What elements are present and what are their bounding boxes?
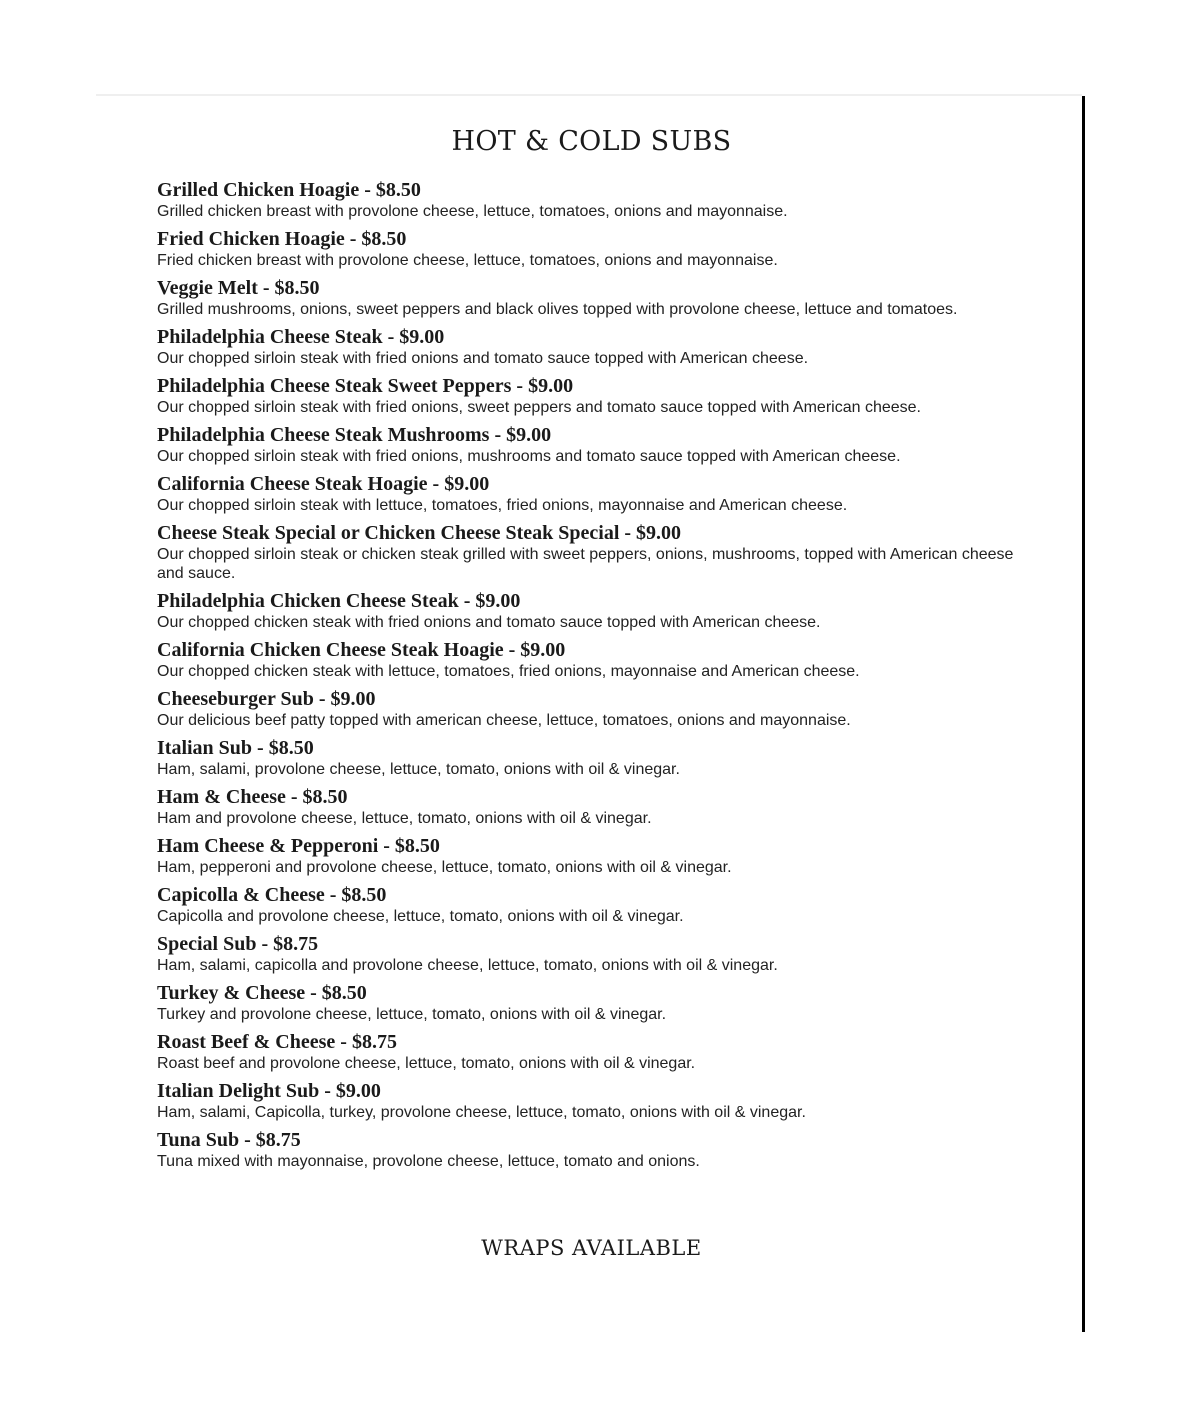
menu-item: [157, 325, 1037, 368]
menu-item: [157, 472, 1037, 515]
menu-item-name: Turkey & Cheese - $8.50: [157, 982, 367, 1004]
menu-item: [157, 423, 1037, 466]
menu-item-name: Roast Beef & Cheese - $8.75: [157, 1031, 397, 1053]
menu-item: [157, 178, 1037, 221]
menu-item-name: Fried Chicken Hoagie - $8.50: [157, 228, 407, 250]
menu-item-name: Ham Cheese & Pepperoni - $8.50: [157, 835, 440, 857]
menu-item-name: Italian Sub - $8.50: [157, 737, 314, 759]
menu-item-description: Roast beef and provolone cheese, lettuce, tomato, onions with oil & vinegar.: [157, 1055, 696, 1072]
menu-item-name: Capicolla & Cheese - $8.50: [157, 884, 387, 906]
menu-item: [157, 638, 1037, 681]
menu-item-name: Ham & Cheese - $8.50: [157, 786, 348, 808]
menu-item-name: Philadelphia Chicken Cheese Steak - $9.00: [157, 590, 521, 612]
menu-item-description: Tuna mixed with mayonnaise, provolone cheese, lettuce, tomato and onions.: [157, 1153, 700, 1170]
menu-item-description: Ham, salami, capicolla and provolone cheese, lettuce, tomato, onions with oil & vinegar.: [157, 957, 778, 974]
menu-item-description: Our chopped sirloin steak with fried onions, sweet peppers and tomato sauce topped with American cheese.: [157, 399, 921, 416]
menu-item-name: California Chicken Cheese Steak Hoagie - $9.00: [157, 639, 566, 661]
menu-item-name: Philadelphia Cheese Steak - $9.00: [157, 326, 445, 348]
menu-item: [157, 1079, 1037, 1122]
menu-item: [157, 736, 1037, 779]
page-edge-top: [96, 94, 1082, 96]
menu-item-description: Fried chicken breast with provolone cheese, lettuce, tomatoes, onions and mayonnaise.: [157, 252, 778, 269]
menu-item: [157, 521, 1037, 583]
menu-item-description: Turkey and provolone cheese, lettuce, tomato, onions with oil & vinegar.: [157, 1006, 667, 1023]
page-title: HOT & COLD SUBS: [451, 126, 732, 157]
menu-item-name: Cheeseburger Sub - $9.00: [157, 688, 376, 710]
menu-item: [157, 785, 1037, 828]
menu-item: [157, 834, 1037, 877]
menu-item-name: Italian Delight Sub - $9.00: [157, 1080, 381, 1102]
menu-item-name: Cheese Steak Special or Chicken Cheese Steak Special - $9.00: [157, 522, 682, 544]
menu-item-description: Ham, pepperoni and provolone cheese, lettuce, tomato, onions with oil & vinegar.: [157, 859, 732, 876]
menu-item-name: Grilled Chicken Hoagie - $8.50: [157, 179, 421, 201]
menu-item: [157, 276, 1037, 319]
wraps-available-note: WRAPS AVAILABLE: [481, 1236, 702, 1260]
menu-item-description: Grilled chicken breast with provolone cheese, lettuce, tomatoes, onions and mayonnaise.: [157, 203, 788, 220]
menu-item: [157, 1128, 1037, 1171]
menu-item-description: Capicolla and provolone cheese, lettuce, tomato, onions with oil & vinegar.: [157, 908, 684, 925]
menu-item-name: Tuna Sub - $8.75: [157, 1129, 301, 1151]
menu-item-name: Veggie Melt - $8.50: [157, 277, 320, 299]
menu-item-description: Our chopped sirloin steak with fried onions, mushrooms and tomato sauce topped with American cheese.: [157, 448, 901, 465]
menu-item: [157, 687, 1037, 730]
menu-item-description: Ham, salami, provolone cheese, lettuce, tomato, onions with oil & vinegar.: [157, 761, 680, 778]
menu-item-description: Our chopped chicken steak with lettuce, tomatoes, fried onions, mayonnaise and American cheese.: [157, 663, 860, 680]
menu-item-description: Our chopped chicken steak with fried onions and tomato sauce topped with American cheese.: [157, 614, 821, 631]
menu-item-description: Our chopped sirloin steak or chicken steak grilled with sweet peppers, onions, mushrooms, topped with American cheese and sauce.: [157, 546, 1014, 582]
menu-item-name: Special Sub - $8.75: [157, 933, 319, 955]
page-edge-right: [1082, 96, 1085, 1332]
menu-item-description: Ham, salami, Capicolla, turkey, provolone cheese, lettuce, tomato, onions with oil & vinegar.: [157, 1104, 806, 1121]
menu-item-description: Grilled mushrooms, onions, sweet peppers and black olives topped with provolone cheese, lettuce and tomatoes.: [157, 301, 958, 318]
menu-item: [157, 374, 1037, 417]
menu-item: [157, 589, 1037, 632]
menu-item: [157, 227, 1037, 270]
menu-item: [157, 932, 1037, 975]
menu-item-description: Ham and provolone cheese, lettuce, tomato, onions with oil & vinegar.: [157, 810, 652, 827]
menu-item-description: Our chopped sirloin steak with lettuce, tomatoes, fried onions, mayonnaise and American cheese.: [157, 497, 848, 514]
menu-item-description: Our delicious beef patty topped with american cheese, lettuce, tomatoes, onions and mayonnaise.: [157, 712, 851, 729]
menu-item: [157, 1030, 1037, 1073]
menu-item: [157, 883, 1037, 926]
menu-item-name: California Cheese Steak Hoagie - $9.00: [157, 473, 490, 495]
menu-item-name: Philadelphia Cheese Steak Mushrooms - $9.00: [157, 424, 552, 446]
menu-item-name: Philadelphia Cheese Steak Sweet Peppers - $9.00: [157, 375, 574, 397]
menu-item-description: Our chopped sirloin steak with fried onions and tomato sauce topped with American cheese.: [157, 350, 809, 367]
menu-list: [157, 178, 1037, 1177]
menu-item: [157, 981, 1037, 1024]
